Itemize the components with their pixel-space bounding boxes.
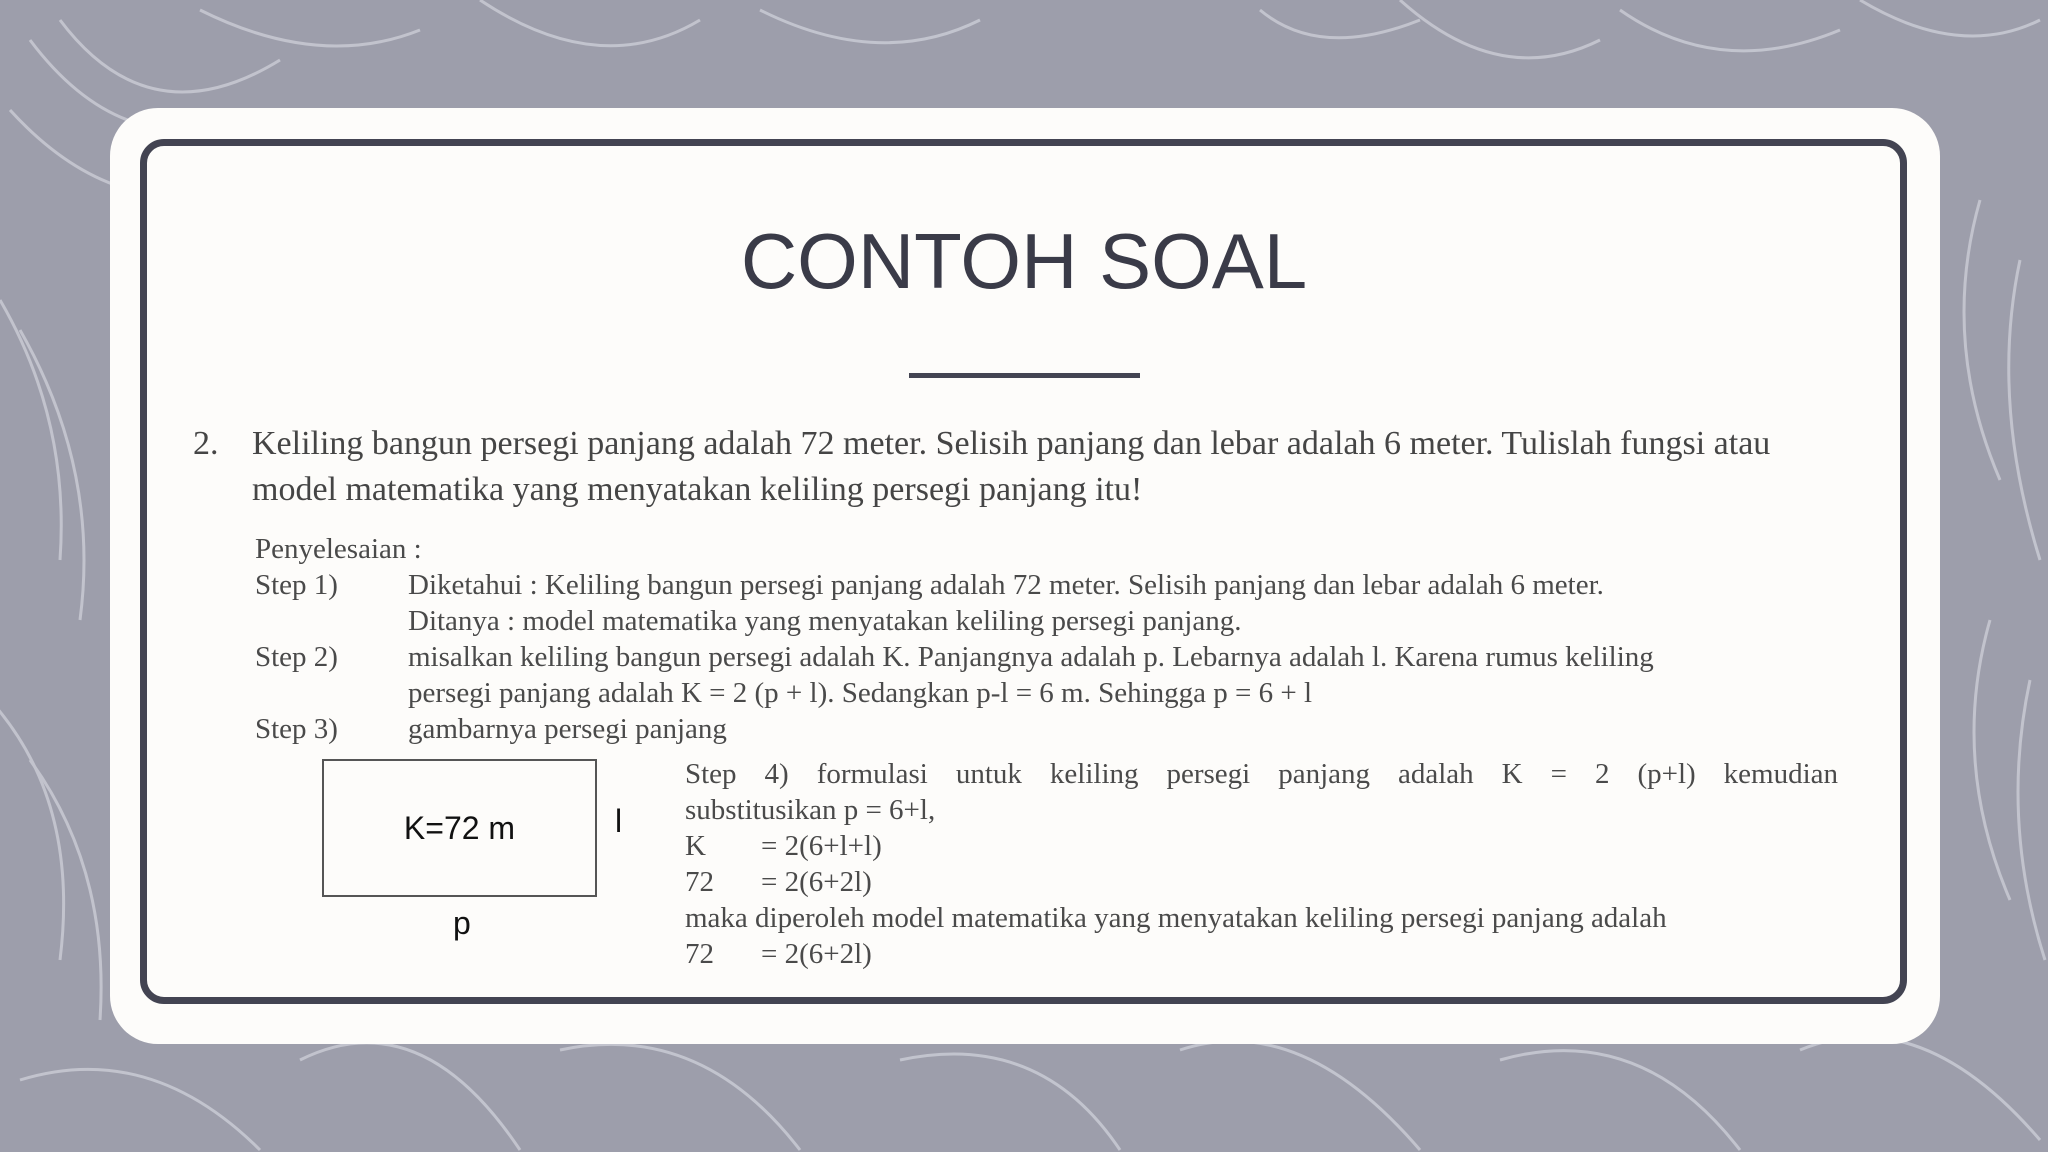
- equation-1-rhs: = 2(6+l+l): [761, 830, 882, 862]
- equation-2-lhs: 72: [685, 866, 714, 898]
- solution-heading: Penyelesaian :: [255, 533, 422, 565]
- step4-label: Step 4): [685, 758, 789, 790]
- final-equation-lhs: 72: [685, 938, 714, 970]
- step1-label: Step 1): [255, 569, 338, 601]
- question-number: 2.: [193, 425, 219, 462]
- step4-intro: [685, 756, 1838, 792]
- step1-line-1: Diketahui : Keliling bangun persegi panjang adalah 72 meter. Selisih panjang dan lebar adalah 6 meter.: [408, 569, 1604, 601]
- equation-1: [685, 828, 882, 864]
- step2-label: Step 2): [255, 641, 338, 673]
- step4-intro-text: formulasi untuk keliling persegi panjang adalah K = 2 (p+l) kemudian: [816, 758, 1839, 790]
- step3-label: Step 3): [255, 713, 338, 745]
- width-label-p: p: [453, 905, 471, 941]
- step4-conclusion: maka diperoleh model matematika yang menyatakan keliling persegi panjang adalah: [685, 902, 1667, 934]
- question-text: Keliling bangun persegi panjang adalah 72 meter. Selisih panjang dan lebar adalah 6 meter. Tulislah fungsi atau model matematika yang menyatakan keliling persegi panjang itu!: [252, 425, 1771, 508]
- step1-line-2: Ditanya : model matematika yang menyatakan keliling persegi panjang.: [408, 605, 1242, 637]
- rectangle-figure: [322, 759, 597, 897]
- title-underline: [909, 373, 1140, 378]
- final-equation: [685, 936, 872, 972]
- equation-1-lhs: K: [685, 830, 706, 862]
- final-equation-rhs: = 2(6+2l): [761, 938, 872, 970]
- equation-2: [685, 864, 872, 900]
- slide-title: CONTOH SOAL: [740, 217, 1308, 305]
- step4-line-2: substitusikan p = 6+l,: [685, 794, 936, 826]
- step2-line-2: persegi panjang adalah K = 2 (p + l). Sedangkan p-l = 6 m. Sehingga p = 6 + l: [408, 677, 1313, 709]
- perimeter-label: K=72 m: [403, 809, 516, 846]
- height-label-l: l: [615, 803, 623, 839]
- step2-line-1: misalkan keliling bangun persegi adalah K. Panjangnya adalah p. Lebarnya adalah l. Karena rumus keliling: [408, 641, 1654, 673]
- equation-2-rhs: = 2(6+2l): [761, 866, 872, 898]
- step3-line-1: gambarnya persegi panjang: [408, 713, 727, 745]
